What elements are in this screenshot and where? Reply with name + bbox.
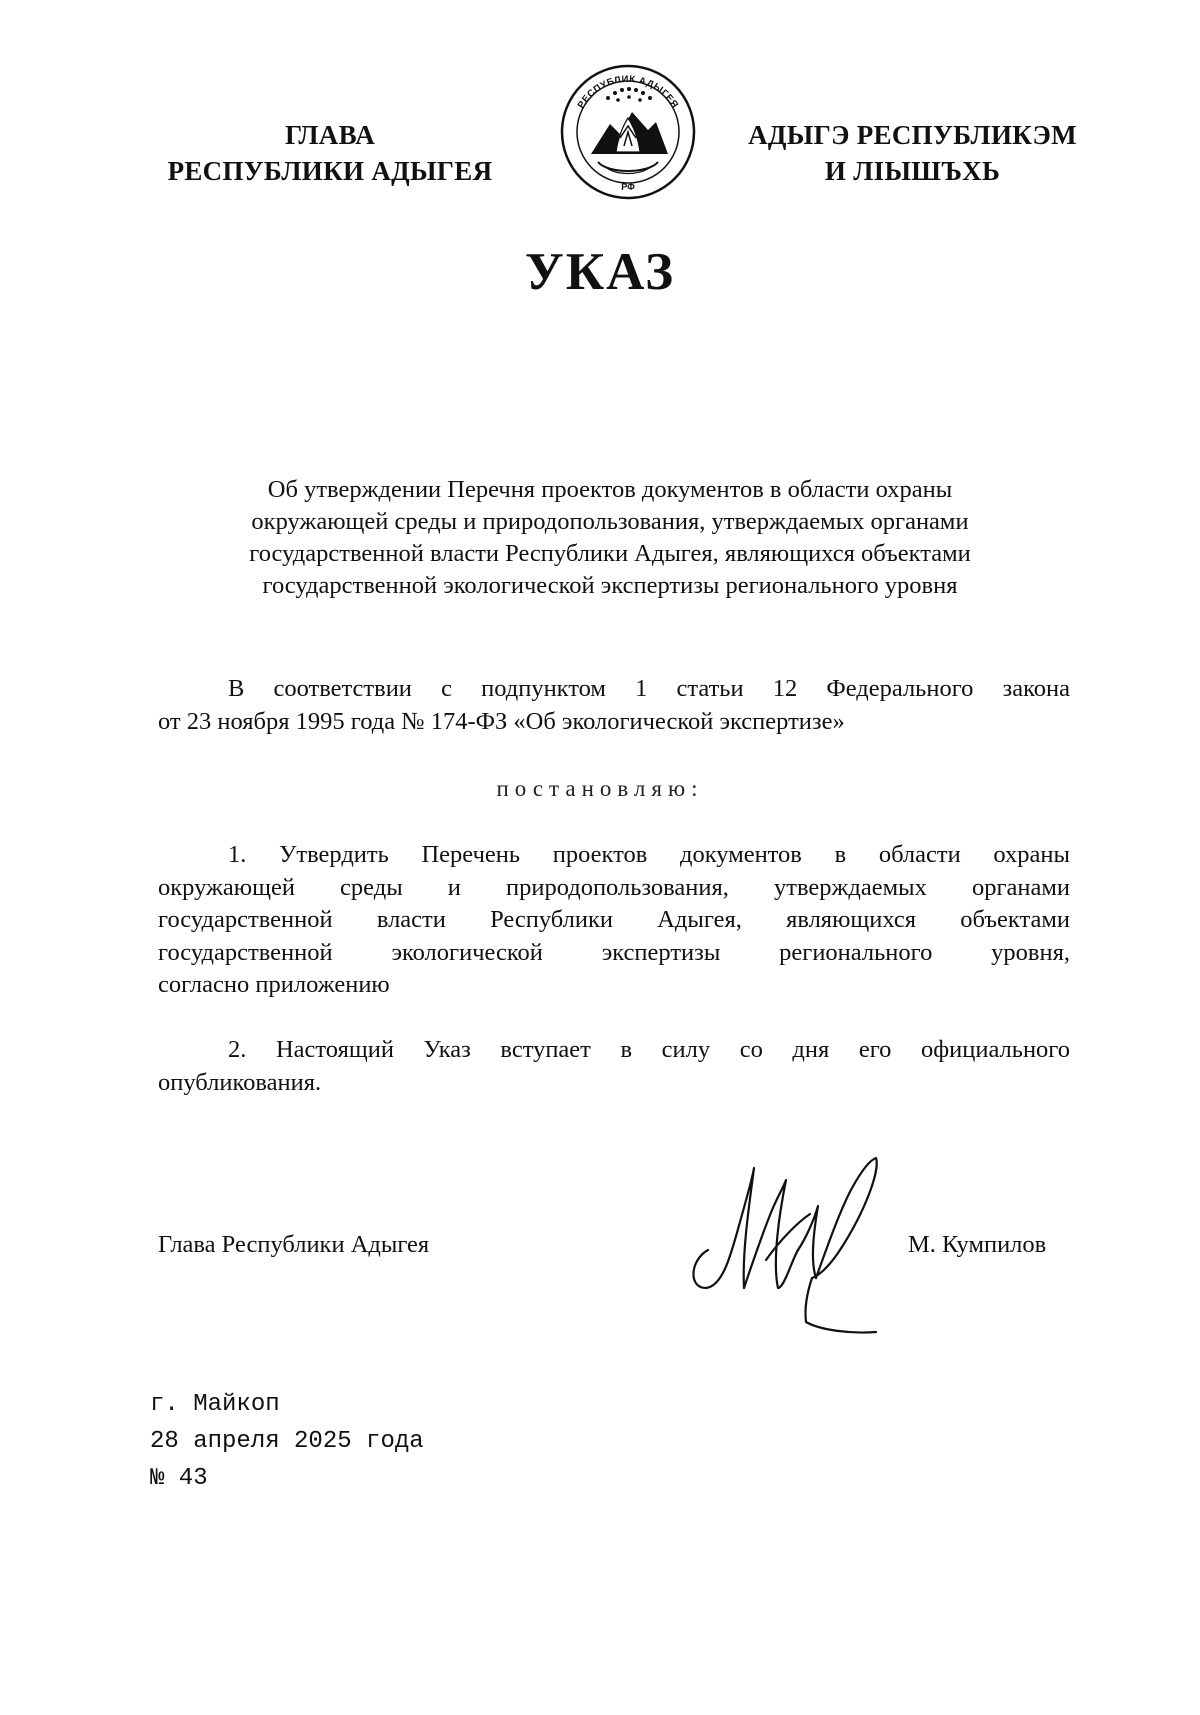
clause-1-line: окружающей среды и природопользования, утверждаемых органами	[158, 873, 1070, 901]
clause-1-line: государственной власти Республики Адыгея, являющихся объектами	[158, 906, 1070, 933]
issue-city: г. Майкоп	[150, 1391, 280, 1418]
issue-date: 28 апреля 2025 года	[150, 1428, 424, 1455]
clause-1-line: согласно приложению	[158, 971, 390, 998]
decree-word: постановляю:	[496, 776, 704, 801]
header-left-line1: ГЛАВА	[284, 120, 376, 150]
document-subject	[150, 474, 1070, 602]
clause-2-paragraph	[158, 1034, 1070, 1099]
clause-2-line: опубликования.	[158, 1068, 322, 1096]
svg-text:РЕСПУБЛИК АДЫГЕЯ: РЕСПУБЛИК АДЫГЕЯ	[575, 73, 681, 111]
document-type-title: УКАЗ	[524, 243, 676, 301]
subject-line: окружающей среды и природопользования, утверждаемых органами	[251, 508, 969, 535]
clause-1-paragraph	[158, 839, 1070, 1002]
issue-number: № 43	[150, 1465, 208, 1492]
svg-text:РФ: РФ	[621, 182, 635, 192]
header-right-line2: И ЛІЫШЪХЬ	[824, 156, 1001, 186]
subject-line: государственной власти Республики Адыгея, являющихся объектами	[249, 540, 971, 567]
signatory-role: Глава Республики Адыгея	[158, 1231, 430, 1258]
subject-line: Об утверждении Перечня проектов документов в области охраны	[267, 476, 953, 503]
header-right-title	[725, 117, 1100, 189]
clause-1-line: государственной экологической экспертизы регионального уровня,	[158, 938, 1070, 966]
header-left-title	[130, 117, 530, 189]
coat-of-arms-icon	[558, 62, 698, 202]
basis-line: от 23 ноября 1995 года № 174-ФЗ «Об экологической экспертизе»	[158, 707, 845, 735]
clause-1-line: 1. Утвердить Перечень проектов документов в области охраны	[228, 841, 1070, 868]
clause-2-line: 2. Настоящий Указ вступает в силу со дня его официального	[228, 1036, 1070, 1063]
signatory-name: М. Кумпилов	[908, 1231, 1047, 1258]
legal-basis-paragraph	[158, 673, 1070, 738]
handwritten-signature-icon	[680, 1110, 910, 1340]
header-right-line1: АДЫГЭ РЕСПУБЛИКЭМ	[748, 120, 1077, 150]
basis-line: В соответствии с подпунктом 1 статьи 12 Федерального закона	[228, 675, 1070, 702]
issue-details	[150, 1386, 424, 1497]
header-left-line2: РЕСПУБЛИКИ АДЫГЕЯ	[167, 156, 493, 186]
subject-line: государственной экологической экспертизы регионального уровня	[262, 572, 958, 599]
